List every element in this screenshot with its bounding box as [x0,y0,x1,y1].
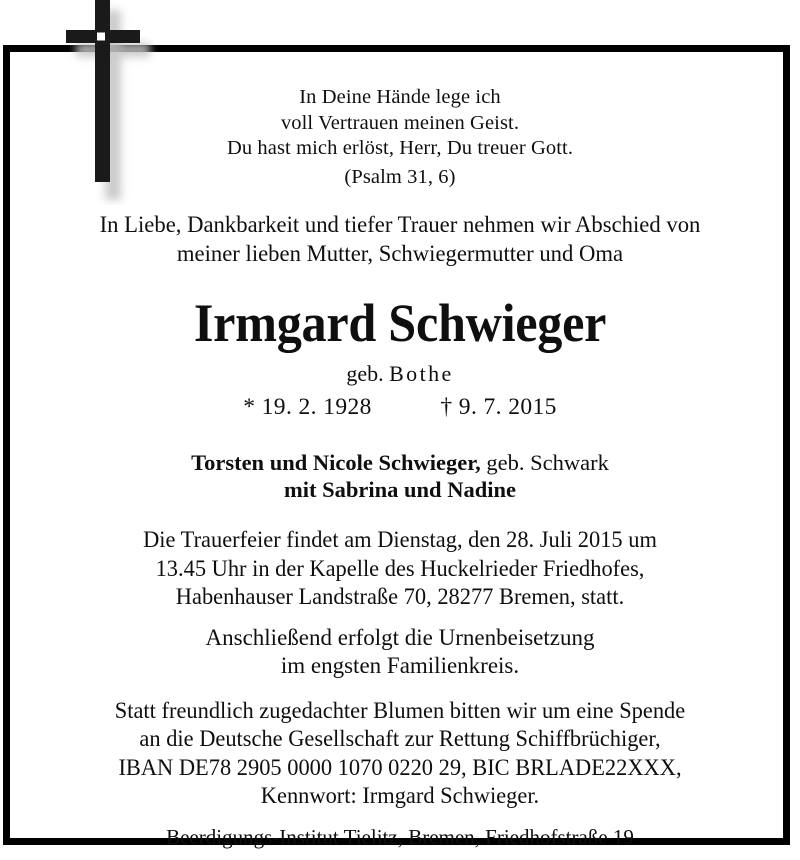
dedication-line-1: In Liebe, Dankbarkeit und tiefer Trauer nehmen wir Abschied von [99,212,701,238]
maiden-name: Bothe [389,361,454,386]
ceremony-line-1: Die Trauerfeier findet am Dienstag, den 28. Juli 2015 um [143,527,657,552]
donation-block [20,697,781,811]
donation-bank-details: IBAN DE78 2905 0000 1070 0220 29, BIC BRLADE22XXX, [118,754,682,780]
survivors-block [10,449,790,503]
interment-line-1: Anschließend erfolgt die Urnenbeisetzung [205,624,595,650]
ceremony-block [20,526,781,612]
survivors-line-1 [10,449,790,476]
funeral-home-credit: Beerdigungs-Institut Tielitz, Bremen, Friedhofstraße 19 [166,824,634,849]
survivors-names: Torsten und Nicole Schwieger, [191,450,481,475]
deceased-name: Irmgard Schwieger [193,293,607,353]
donation-line-1: Statt freundlich zugedachter Blumen bitten wir um eine Spende [114,697,686,723]
survivors-maiden-name: geb. Schwark [486,450,609,475]
birth-symbol: * [243,394,256,420]
ceremony-line-2: 13.45 Uhr in der Kapelle des Huckelrieder Friedhofes, [155,555,645,581]
ceremony-line-3: Habenhauser Landstraße 70, 28277 Bremen, statt. [175,584,625,609]
verse-line-1: In Deine Hände lege ich [299,86,501,108]
death-date: 9. 7. 2015 [458,394,557,420]
donation-reference: Kennwort: Irmgard Schwieger. [260,783,540,808]
life-dates [10,393,790,421]
verse-line-2: voll Vertrauen meinen Geist. [280,111,520,134]
survivors-line-2: mit Sabrina und Nadine [284,477,516,502]
interment-line-2: im engsten Familienkreis. [280,653,520,678]
donation-organization: an die Deutsche Gesellschaft zur Rettung Schiffbrüchiger, [139,726,661,751]
dedication-block [24,211,777,269]
dedication-line-2: meiner lieben Mutter, Schwiegermutter und Oma [176,241,624,267]
verse-source: (Psalm 31, 6) [344,165,456,188]
christian-cross-icon [60,0,170,205]
maiden-name-line [10,361,790,387]
verse-line-3: Du hast mich erlöst, Herr, Du treuer Gott. [226,137,574,159]
death-symbol: † [440,394,453,420]
maiden-prefix: geb. [346,361,384,386]
birth-date: 19. 2. 1928 [261,394,372,420]
interment-block [10,624,790,681]
